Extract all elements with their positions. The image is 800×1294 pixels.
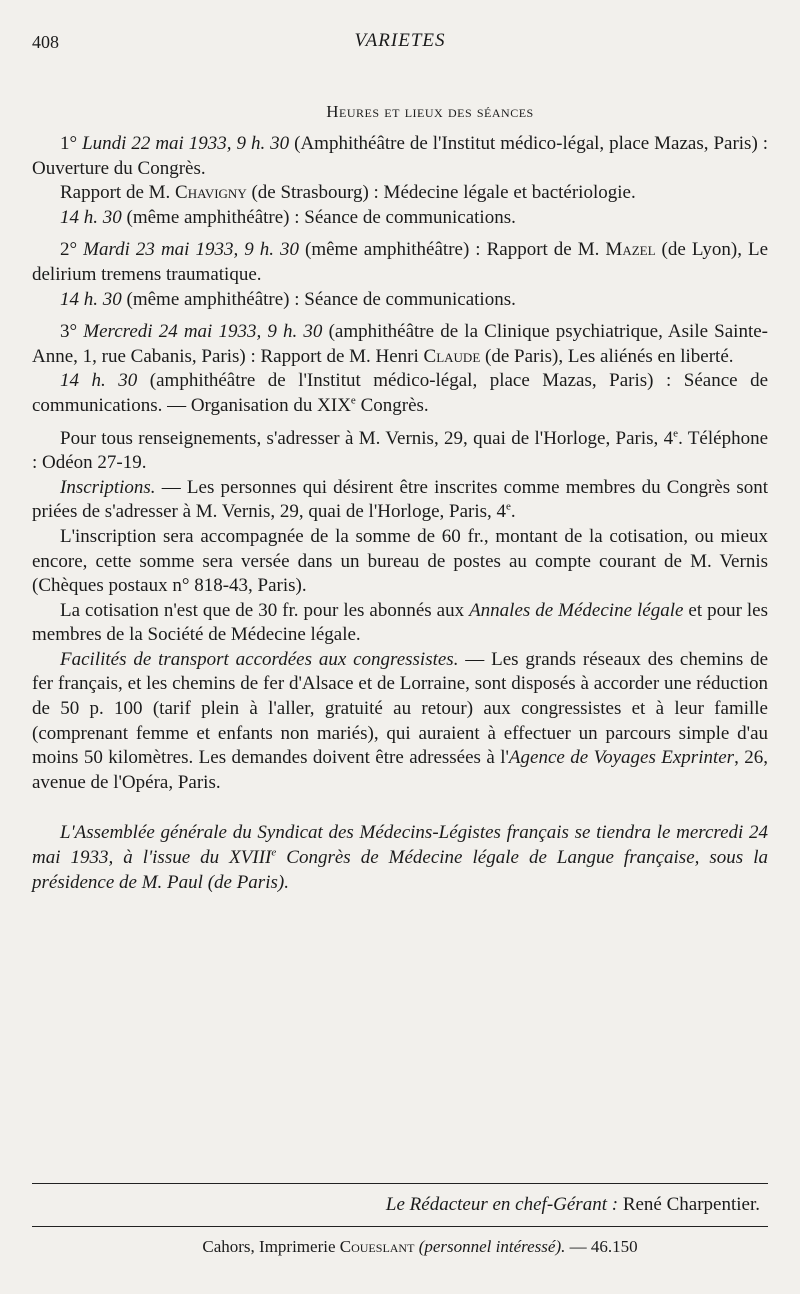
page-header bbox=[32, 26, 768, 56]
session-text: (même amphithéâtre) : Rapport de M. bbox=[299, 239, 606, 261]
inscriptions-text: . bbox=[510, 501, 516, 523]
fee2-text: La cotisation n'est que de 30 fr. pour les abonnés aux bbox=[60, 599, 470, 621]
printer-text: Cahors, Imprimerie bbox=[202, 1237, 340, 1256]
session-3 bbox=[32, 320, 768, 369]
session-time: 14 h. 30 bbox=[60, 206, 122, 228]
session-2-afternoon bbox=[32, 288, 768, 313]
printer-line bbox=[32, 1237, 768, 1257]
page bbox=[32, 26, 769, 1256]
session-text: (même amphithéâtre) : Séance de communications. bbox=[121, 288, 516, 310]
rapporteur-name: Mazel bbox=[605, 239, 656, 261]
session-2 bbox=[32, 238, 768, 287]
session-1-report bbox=[32, 181, 768, 206]
session-text: (de Lyon), Le delirium tremens traumatique. bbox=[32, 239, 769, 285]
session-number: 3° bbox=[60, 321, 78, 343]
session-1-afternoon bbox=[32, 206, 768, 231]
inscriptions-text: — Les personnes qui désirent être inscrites comme membres du Congrès sont priées de s'adresser à M. Vernis, 29, quai de l'Horloge, Paris, 4 bbox=[32, 476, 768, 523]
superscript: e bbox=[673, 427, 679, 440]
section-title: Heures et lieux des séances bbox=[326, 102, 534, 121]
session-time: 14 h. 30 bbox=[60, 288, 122, 310]
inscriptions-paragraph bbox=[32, 476, 768, 525]
superscript: e bbox=[271, 846, 277, 859]
info-text: . Téléphone : Odéon 27-19. bbox=[32, 427, 769, 474]
assembly-text: L'Assemblée générale du Syndicat des Médecins-Légistes français se tiendra le mercredi 24 mai 1933, à l'issue du XVIII bbox=[32, 822, 768, 869]
session-3-afternoon bbox=[32, 369, 768, 418]
agency-name: Agence de Voyages Exprinter bbox=[508, 747, 735, 769]
info-paragraph bbox=[32, 427, 768, 476]
superscript: e bbox=[350, 394, 356, 407]
session-number: 2° bbox=[60, 239, 78, 261]
transport-label: Facilités de transport accordées aux congressistes. bbox=[60, 648, 459, 670]
report-text: Rapport de M. bbox=[60, 182, 176, 204]
transport-paragraph bbox=[32, 648, 768, 796]
session-date: Mercredi 24 mai 1933, 9 h. 30 bbox=[83, 321, 323, 343]
session-time: 14 h. 30 bbox=[60, 370, 138, 392]
rapporteur-name: Chavigny bbox=[175, 182, 247, 204]
editor-name: René Charpentier. bbox=[622, 1194, 760, 1215]
rapporteur-name: Claude bbox=[423, 345, 481, 367]
transport-text: , 26, avenue de l'Opéra, Paris. bbox=[32, 747, 768, 793]
assembly-text: Congrès de Médecine légale de Langue française, sous la présidence de M. Paul (de Paris). bbox=[32, 847, 768, 893]
divider bbox=[32, 1226, 768, 1227]
report-text: (de Strasbourg) : Médecine légale et bactériologie. bbox=[246, 182, 636, 204]
printer-name: Coueslant bbox=[339, 1237, 415, 1256]
session-text: (amphithéâtre de la Clinique psychiatrique, Asile Sainte-Anne, 1, rue Cabanis, Paris) : Rapport de M. Henri bbox=[32, 321, 769, 367]
session-date: Lundi 22 mai 1933, 9 h. 30 bbox=[82, 133, 290, 154]
fee2-text: et pour les membres de la Société de Médecine légale. bbox=[32, 599, 768, 646]
inscriptions-label: Inscriptions. bbox=[60, 476, 156, 498]
session-text: (même amphithéâtre) : Séance de communications. bbox=[121, 206, 516, 228]
session-text: (de Paris), Les aliénés en liberté. bbox=[480, 345, 734, 367]
session-text: (amphithéâtre de l'Institut médico-légal, place Mazas, Paris) : Séance de communications. — Organisation du XIX bbox=[32, 370, 768, 416]
running-title: VARIETES bbox=[354, 30, 446, 51]
fee-paragraph: L'inscription sera accompagnée de la somme de 60 fr., montant de la cotisation, ou mieux encore, cette somme sera versée dans un bureau de postes au compte courant de M. Vernis (Chèques postaux n° 818-43, Paris). bbox=[32, 525, 768, 597]
session-text: (Amphithéâtre de l'Institut médico-légal, place Mazas, Paris) : Ouverture du Congrès. bbox=[32, 133, 769, 179]
session-1 bbox=[32, 132, 768, 181]
assembly-paragraph bbox=[32, 821, 768, 895]
page-number: 408 bbox=[32, 32, 59, 52]
session-date: Mardi 23 mai 1933, 9 h. 30 bbox=[83, 239, 299, 261]
fee2-paragraph bbox=[32, 599, 768, 648]
transport-text: — Les grands réseaux des chemins de fer français, et les chemins de fer d'Alsace et de Lorraine, sont disposés à accorder une réduction de 50 p. 100 (tarif plein à l'aller, gratuité au retour) aux congressistes et à leur famille (comprenant femme et enfants non mariés), qui auraient à effectuer un parcours simple d'au moins 50 kilomètres. Les demandes doivent être adressées à l' bbox=[32, 648, 769, 769]
session-text: Congrès. bbox=[355, 394, 429, 416]
editor-label: Le Rédacteur en chef-Gérant : bbox=[385, 1194, 623, 1215]
info-text: Pour tous renseignements, s'adresser à M. Vernis, 29, quai de l'Horloge, Paris, 4 bbox=[60, 427, 674, 449]
printer-note: (personnel intéressé). bbox=[414, 1237, 566, 1256]
printer-number: — 46.150 bbox=[565, 1237, 638, 1256]
superscript: e bbox=[506, 500, 511, 513]
editor-line bbox=[32, 1194, 768, 1216]
divider bbox=[32, 1183, 768, 1184]
session-number: 1° bbox=[60, 133, 78, 154]
journal-title: Annales de Médecine légale bbox=[469, 599, 684, 621]
